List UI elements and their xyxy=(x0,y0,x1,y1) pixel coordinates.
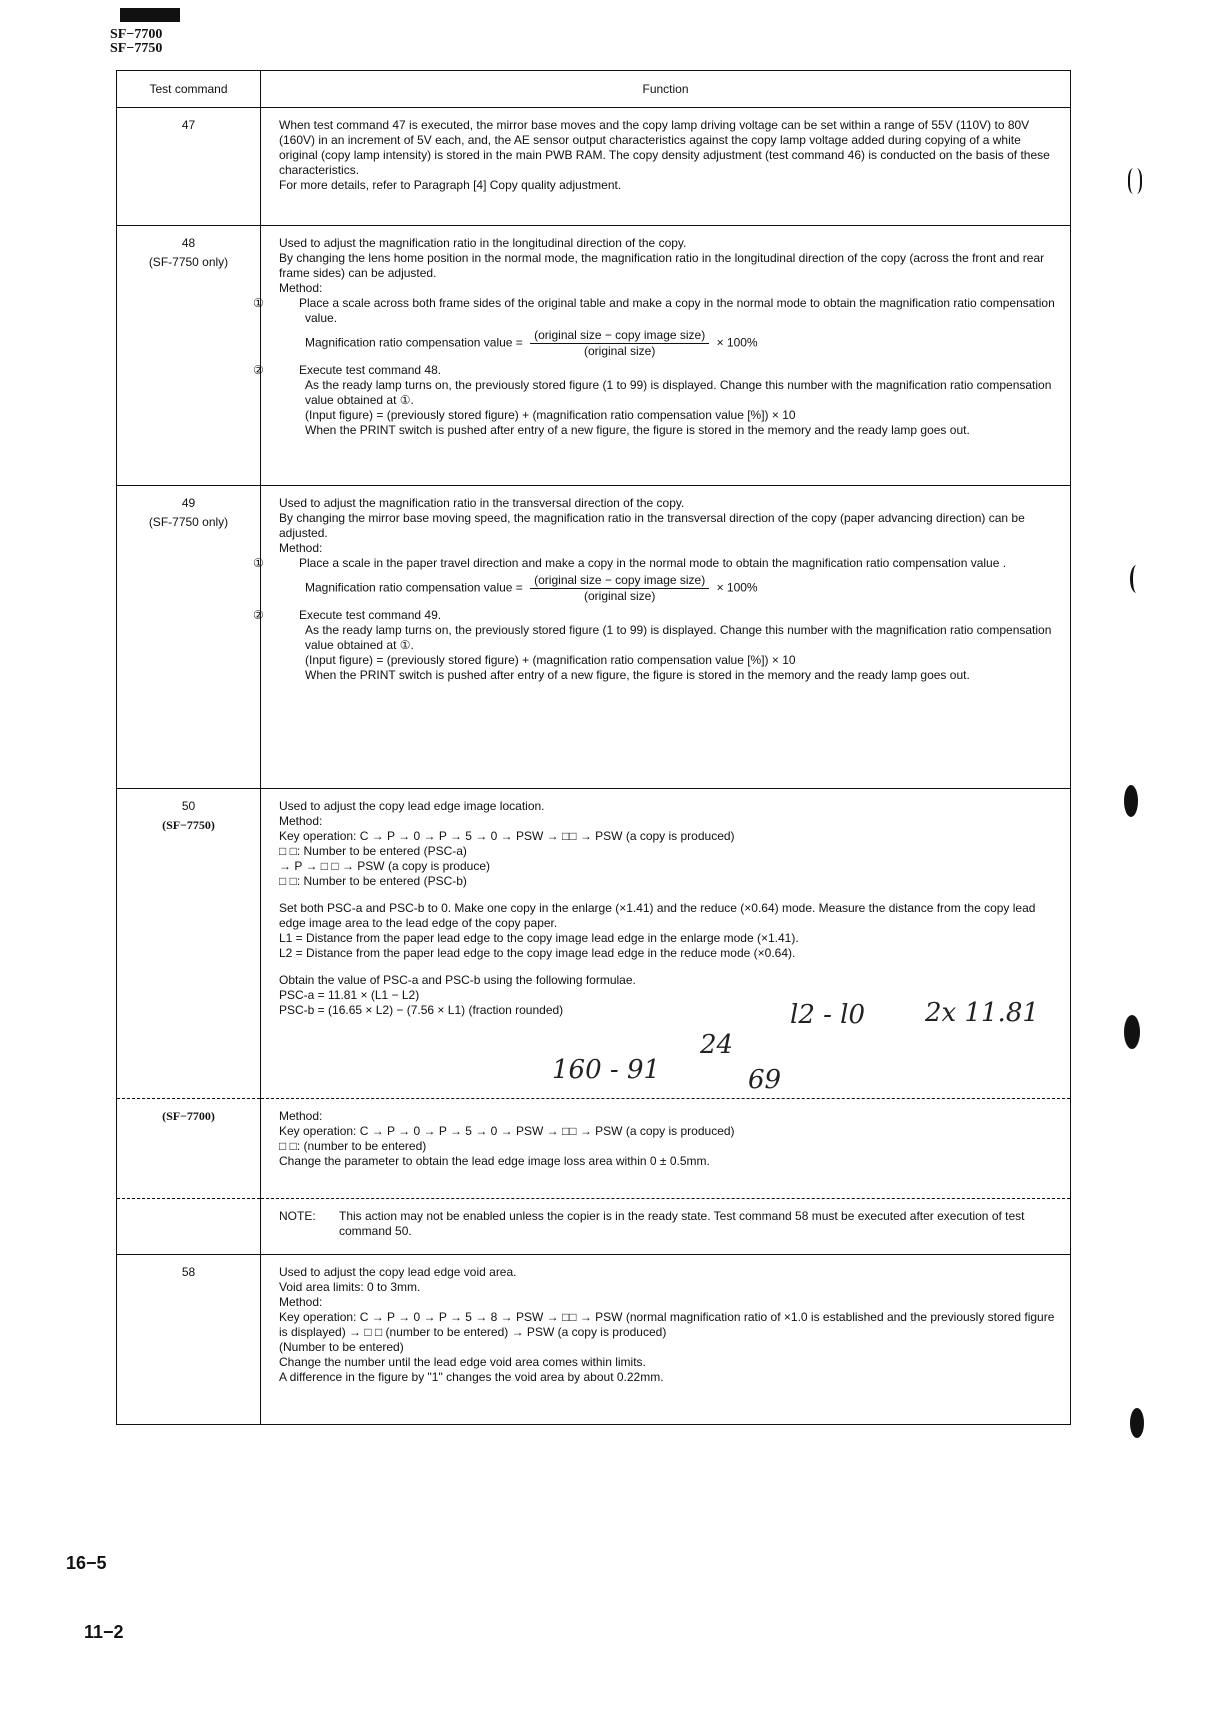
handwritten-note: 24 xyxy=(700,1030,734,1060)
row58-line: Key operation: C → P → 0 → P → 5 → 8 → PSW → □□ → PSW (normal magnification ratio of ×1.0 is established and the previously stored figure is displayed) → □ □ (number to be entered) → PSW (a copy is produced) xyxy=(279,1310,1055,1339)
formula-numerator: (original size − copy image size) xyxy=(530,328,709,344)
row48-line: Method: xyxy=(279,281,323,295)
row50-line: Set both PSC-a and PSC-b to 0. Make one copy in the enlarge (×1.41) and the reduce (×0.64) mode. Measure the distance from the copy lead edge image area to the lead edge of the copy paper. xyxy=(279,901,1036,930)
handwritten-note: l2 - l0 xyxy=(790,1000,866,1030)
cmd-note: (SF−7700) xyxy=(162,1109,215,1123)
formula-tail: × 100% xyxy=(716,335,758,350)
formula-label: Magnification ratio compensation value = xyxy=(305,335,523,350)
table-row-58 xyxy=(117,1255,1071,1425)
step-detail: As the ready lamp turns on, the previously stored figure (1 to 99) is displayed. Change this number with the magnification ratio compensation value obtained at ①. xyxy=(305,623,1052,652)
row50-line: PSC-a = 11.81 × (L1 − L2) xyxy=(279,988,420,1002)
row50b-line: Change the parameter to obtain the lead edge image loss area within 0 ± 0.5mm. xyxy=(279,1154,710,1168)
row50-line: L1 = Distance from the paper lead edge to the copy image lead edge in the enlarge mode (×1.41). xyxy=(279,931,799,945)
row50-line: □ □: Number to be entered (PSC-b) xyxy=(279,874,467,888)
handwritten-note: 69 xyxy=(748,1065,782,1095)
function-cell xyxy=(253,226,1071,486)
binder-mark xyxy=(1130,1408,1144,1438)
cmd-cell xyxy=(117,226,261,486)
formula-label: Magnification ratio compensation value = xyxy=(305,580,523,595)
step-text: Place a scale in the paper travel direction and make a copy in the normal mode to obtain the magnification ratio compensation value . xyxy=(299,556,1007,570)
function-cell xyxy=(253,486,1071,789)
col-header-test-command: Test command xyxy=(117,71,261,108)
function-cell xyxy=(261,1199,1071,1255)
model-label-1: SF−7700 xyxy=(110,27,163,42)
table-row-47 xyxy=(117,108,1071,226)
table-row-50-sf7700 xyxy=(117,1099,1071,1199)
step-detail: As the ready lamp turns on, the previously stored figure (1 to 99) is displayed. Change this number with the magnification ratio compensation value obtained at ①. xyxy=(305,378,1052,407)
row50-line: Method: xyxy=(279,814,323,828)
header-bar xyxy=(120,8,180,22)
row47-line: When test command 47 is executed, the mirror base moves and the copy lamp driving voltage can be set within a range of 55V (110V) to 80V (160V) in an increment of 5V each, and, the AE sensor output characteristics against the copy lamp voltage added during copying of a white original (copy lamp intensity) is stored in the main PWB RAM. The copy density adjustment (test command 46) is conducted on the basis of these characteristics. xyxy=(279,118,1050,177)
table-row-note xyxy=(117,1199,1071,1255)
row49-line: By changing the mirror base moving speed, the magnification ratio in the transversal direction of the copy (paper advancing direction) can be adjusted. xyxy=(279,511,1025,540)
cmd-number: 47 xyxy=(181,118,196,132)
row49-line: Method: xyxy=(279,541,323,555)
formula-fraction xyxy=(530,328,709,359)
step-detail: When the PRINT switch is pushed after entry of a new figure, the figure is stored in the memory and the ready lamp goes out. xyxy=(305,423,970,437)
cmd-cell xyxy=(117,1255,261,1425)
cmd-number: 50 xyxy=(181,799,196,813)
formula-denominator: (original size) xyxy=(584,589,656,603)
row50-line: Obtain the value of PSC-a and PSC-b using the following formulae. xyxy=(279,973,636,987)
row50b-line: Method: xyxy=(279,1109,323,1123)
function-cell xyxy=(261,789,1071,1099)
row48-line: By changing the lens home position in the normal mode, the magnification ratio in the longitudinal direction of the copy (across the front and rear frame sides) can be adjusted. xyxy=(279,251,1045,280)
page-number-2: 11−2 xyxy=(84,1622,124,1642)
test-command-table xyxy=(116,70,1071,1425)
step-number: ① xyxy=(253,296,264,310)
note-text: This action may not be enabled unless the copier is in the ready state. Test command 58 must be executed after execution of test command 50. xyxy=(339,1209,1025,1238)
step-text: Place a scale across both frame sides of the original table and make a copy in the normal mode to obtain the magnification ratio compensation value. xyxy=(299,296,1055,325)
binder-mark xyxy=(1124,1015,1140,1049)
row47-line: For more details, refer to Paragraph [4] Copy quality adjustment. xyxy=(279,178,622,192)
step-detail: (Input figure) = (previously stored figure) + (magnification ratio compensation value [%]) × 10 xyxy=(305,408,796,422)
formula-fraction xyxy=(530,573,709,604)
function-cell xyxy=(261,1255,1071,1425)
handwritten-note: 160 - 91 xyxy=(552,1055,661,1085)
row58-line: Change the number until the lead edge void area comes within limits. xyxy=(279,1355,646,1369)
cmd-cell xyxy=(117,108,261,226)
step-number: ② xyxy=(253,608,264,622)
formula-numerator: (original size − copy image size) xyxy=(530,573,709,589)
formula-denominator: (original size) xyxy=(584,344,656,358)
table-header-row xyxy=(117,71,1071,108)
cmd-cell xyxy=(117,486,261,789)
page-number-1: 16−5 xyxy=(66,1553,107,1573)
row50b-line: Key operation: C → P → 0 → P → 5 → 0 → PSW → □□ → PSW (a copy is produced) xyxy=(279,1124,735,1138)
formula-tail: × 100% xyxy=(716,580,758,595)
row50b-line: □ □: (number to be entered) xyxy=(279,1139,427,1153)
binder-mark xyxy=(1124,785,1138,817)
function-cell xyxy=(261,1099,1071,1199)
row49-line: Used to adjust the magnification ratio in the transversal direction of the copy. xyxy=(279,496,685,510)
row50-line: Used to adjust the copy lead edge image location. xyxy=(279,799,545,813)
step-number: ① xyxy=(253,556,264,570)
cmd-number: 58 xyxy=(181,1265,196,1279)
step-detail: (Input figure) = (previously stored figure) + (magnification ratio compensation value [%]) × 10 xyxy=(305,653,796,667)
binder-mark xyxy=(1130,565,1143,593)
row50-line: Key operation: C → P → 0 → P → 5 → 0 → PSW → □□ → PSW (a copy is produced) xyxy=(279,829,735,843)
row50-line: L2 = Distance from the paper lead edge to the copy image lead edge in the reduce mode (×0.64). xyxy=(279,946,796,960)
cmd-cell xyxy=(117,1099,261,1199)
model-label-2: SF−7750 xyxy=(110,41,163,56)
table-row-48 xyxy=(117,226,1071,486)
cmd-note: (SF−7750) xyxy=(162,818,215,832)
step-number: ② xyxy=(253,363,264,377)
cmd-note: (SF-7750 only) xyxy=(148,515,229,529)
binder-mark xyxy=(1128,168,1142,194)
row58-line: Method: xyxy=(279,1295,323,1309)
cmd-number: 48 xyxy=(181,236,196,250)
handwritten-note: 2x 11.81 xyxy=(925,998,1039,1028)
cmd-cell xyxy=(117,1199,261,1255)
cmd-note: (SF-7750 only) xyxy=(148,255,229,269)
table-row-49 xyxy=(117,486,1071,789)
row58-line: (Number to be entered) xyxy=(279,1340,404,1354)
row58-line: A difference in the figure by "1" changes the void area by about 0.22mm. xyxy=(279,1370,664,1384)
row58-line: Void area limits: 0 to 3mm. xyxy=(279,1280,421,1294)
function-cell xyxy=(261,108,1071,226)
note-label: NOTE: xyxy=(279,1209,316,1223)
row58-line: Used to adjust the copy lead edge void area. xyxy=(279,1265,517,1279)
step-text: Execute test command 48. xyxy=(299,363,442,377)
step-text: Execute test command 49. xyxy=(299,608,442,622)
row50-line: □ □: Number to be entered (PSC-a) xyxy=(279,844,467,858)
row48-line: Used to adjust the magnification ratio in the longitudinal direction of the copy. xyxy=(279,236,687,250)
row50-line: → P → □ □ → PSW (a copy is produce) xyxy=(279,859,491,873)
col-header-function: Function xyxy=(261,71,1071,108)
step-detail: When the PRINT switch is pushed after entry of a new figure, the figure is stored in the memory and the ready lamp goes out. xyxy=(305,668,970,682)
cmd-cell xyxy=(117,789,261,1099)
row50-line: PSC-b = (16.65 × L2) − (7.56 × L1) (fraction rounded) xyxy=(279,1003,564,1017)
table-row-50-sf7750 xyxy=(117,789,1071,1099)
cmd-number: 49 xyxy=(181,496,196,510)
